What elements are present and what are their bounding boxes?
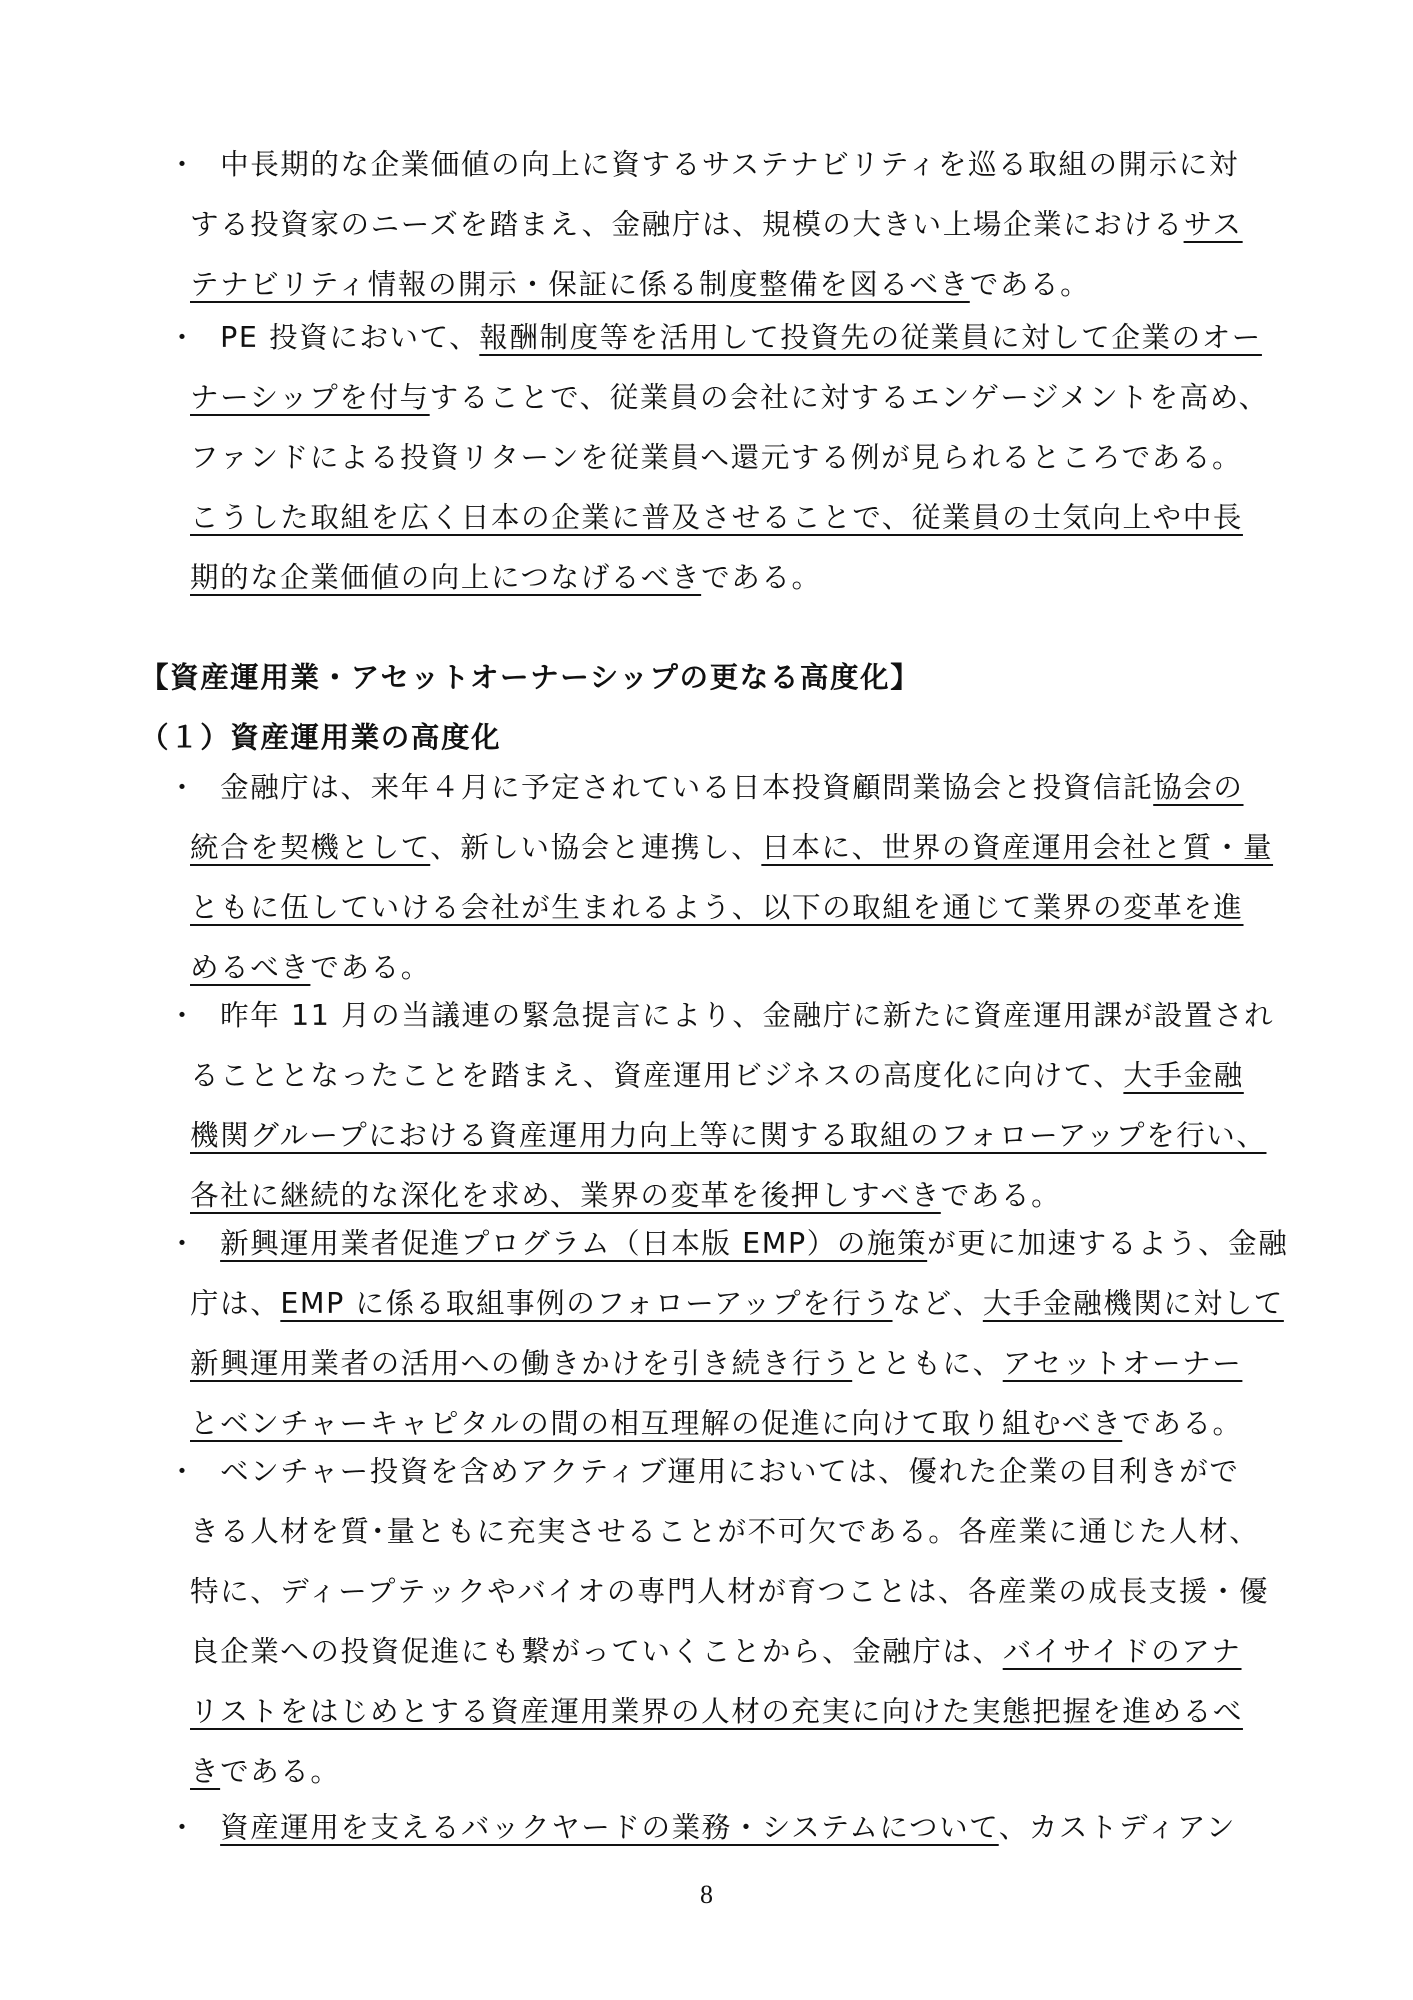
text-line	[190, 1106, 1266, 1166]
text-segment: 金融庁は、来年４月に予定されている日本投資顧問業協会と投資信託	[190, 771, 1154, 804]
bullet-mark: ・	[168, 321, 197, 354]
underlined-text: き	[190, 1755, 221, 1788]
text-line	[190, 255, 1090, 315]
text-segment: である。	[969, 268, 1091, 301]
text-line	[190, 758, 1244, 818]
text-line	[190, 1742, 341, 1802]
underlined-text: リストをはじめとする資産運用業界の人材の充実に向けた実態把握を進めるべ	[190, 1695, 1243, 1728]
underlined-text: バイサイドのアナ	[1002, 1635, 1242, 1668]
underlined-text: 機関グループにおける資産運用力向上等に関する取組のフォローアップを行い、	[190, 1119, 1267, 1152]
underlined-text: 統合を契機として	[190, 831, 431, 864]
bullet-item	[140, 1798, 1310, 1858]
text-segment: など、	[892, 1287, 983, 1320]
text-line	[190, 308, 1262, 368]
underlined-text: こうした取組を広く日本の企業に普及させることで、従業員の士気向上や中長	[190, 501, 1243, 534]
text-line	[190, 1214, 1288, 1274]
text-line	[190, 548, 822, 608]
text-segment: である。	[1122, 1407, 1243, 1440]
text-segment: である。	[701, 561, 822, 594]
underlined-text: 各社に継続的な深化を求め、業界の変革を後押しすべき	[190, 1179, 941, 1212]
underlined-text: 期的な企業価値の向上につなげるべき	[190, 561, 702, 594]
text-line	[190, 878, 1244, 938]
underlined-text: 協会の	[1153, 771, 1244, 804]
text-segment: ファンドによる投資リターンを従業員へ還元する例が見られるところである。	[190, 441, 1243, 474]
underlined-text: サス	[1183, 208, 1243, 241]
text-line	[190, 818, 1273, 878]
underlined-text: 新興運用業者促進プログラム（日本版 EMP）の施策	[220, 1227, 928, 1260]
underlined-text: 日本に、世界の資産運用会社と質・量	[761, 831, 1274, 864]
text-segment: 庁は、	[190, 1287, 281, 1320]
bullet-mark: ・	[168, 999, 197, 1032]
page-number: 8	[700, 1880, 713, 1909]
bullet-item	[140, 1442, 1310, 1802]
bullet-mark: ・	[168, 1811, 197, 1844]
text-segment: する投資家のニーズを踏まえ、金融庁は、規模の大きい上場企業における	[190, 208, 1184, 241]
underlined-text: アセットオーナー	[1002, 1347, 1243, 1380]
text-segment: 特に、ディープテックやバイオの専門人材が育つことは、各産業の成長支援・優	[190, 1575, 1270, 1608]
text-segment: が更に加速するよう、金融	[927, 1227, 1289, 1260]
text-segment: 昨年 11 月の当議連の緊急提言により、金融庁に新たに資産運用課が設置され	[190, 999, 1275, 1032]
text-segment	[190, 1811, 220, 1844]
text-segment: PE 投資において、	[190, 321, 480, 354]
text-line	[190, 135, 1239, 195]
subsection-heading: （１）資産運用業の高度化	[140, 721, 502, 754]
text-segment: とともに、	[852, 1347, 1003, 1380]
text-line	[190, 488, 1243, 548]
underlined-text: 報酬制度等を活用して投資先の従業員に対して企業のオー	[479, 321, 1262, 354]
text-line	[190, 428, 1242, 488]
text-line	[190, 195, 1243, 255]
text-line	[190, 1562, 1269, 1622]
text-line	[190, 1442, 1240, 1502]
bullet-mark: ・	[168, 1455, 197, 1488]
text-segment: ベンチャー投資を含めアクティブ運用においては、優れた企業の目利きがで	[190, 1455, 1240, 1488]
text-segment: 良企業への投資促進にも繋がっていくことから、金融庁は、	[190, 1635, 1003, 1668]
bullet-mark: ・	[168, 148, 197, 181]
text-line	[190, 1798, 1236, 1858]
text-line	[190, 1274, 1284, 1334]
text-segment: である。	[220, 1755, 341, 1788]
section-heading: 【資産運用業・アセットオーナーシップの更なる高度化】	[140, 661, 921, 694]
text-line	[190, 1502, 1259, 1562]
text-segment	[190, 1227, 220, 1260]
underlined-text: ともに伍していける会社が生まれるよう、以下の取組を通じて業界の変革を進	[190, 891, 1244, 924]
underlined-text: とベンチャーキャピタルの間の相互理解の促進に向けて取り組むべき	[190, 1407, 1123, 1440]
bullet-item	[140, 1214, 1310, 1454]
text-segment: することで、従業員の会社に対するエンゲージメントを高め、	[429, 381, 1269, 414]
text-line	[190, 1682, 1243, 1742]
text-segment: 、新しい協会と連携し、	[430, 831, 762, 864]
underlined-text: 大手金融	[1123, 1059, 1244, 1092]
underlined-text: めるべき	[190, 951, 311, 984]
underlined-text: ナーシップを付与	[190, 381, 430, 414]
text-segment: きる人材を質･量ともに充実させることが不可欠である。各産業に通じた人材、	[190, 1515, 1260, 1548]
underlined-text: 資産運用を支えるバックヤードの業務・システムについて	[220, 1811, 999, 1844]
text-segment: 中長期的な企業価値の向上に資するサステナビリティを巡る取組の開示に対	[190, 148, 1239, 181]
bullet-item	[140, 135, 1310, 315]
text-segment: である。	[940, 1179, 1062, 1212]
bullet-item	[140, 758, 1310, 998]
text-line	[190, 1334, 1242, 1394]
underlined-text: EMP に係る取組事例のフォローアップを行う	[280, 1287, 893, 1320]
text-line	[190, 1046, 1244, 1106]
text-segment: ることとなったことを踏まえ、資産運用ビジネスの高度化に向けて、	[190, 1059, 1124, 1092]
bullet-mark: ・	[168, 771, 197, 804]
bullet-item	[140, 308, 1310, 608]
text-segment: 、カストディアン	[998, 1811, 1237, 1844]
underlined-text: 大手金融機関に対して	[982, 1287, 1284, 1320]
text-line	[190, 368, 1269, 428]
text-line	[190, 1622, 1242, 1682]
underlined-text: テナビリティ情報の開示・保証に係る制度整備を図るべき	[190, 268, 970, 301]
text-segment: である。	[310, 951, 431, 984]
text-line	[190, 986, 1274, 1046]
bullet-item	[140, 986, 1310, 1226]
underlined-text: 新興運用業者の活用への働きかけを引き続き行う	[190, 1347, 853, 1380]
bullet-mark: ・	[168, 1227, 197, 1260]
